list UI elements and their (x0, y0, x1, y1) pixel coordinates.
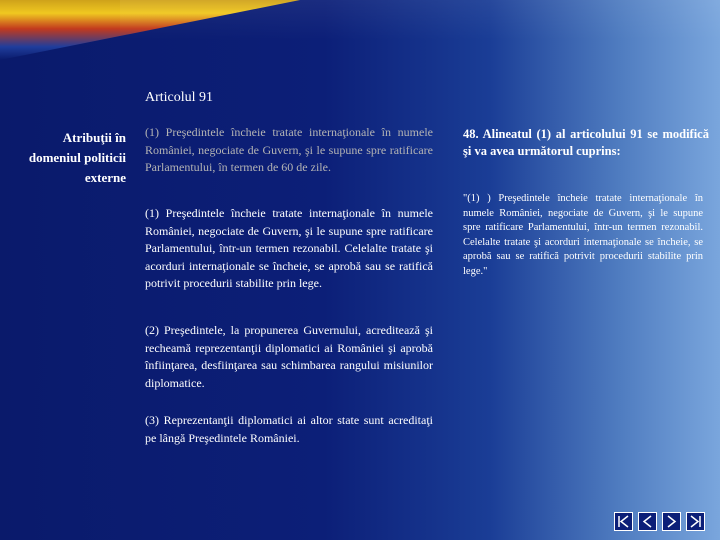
revised-paragraph-1: (1) Preşedintele încheie tratate internaţionale în numele României, negociate de Guvern, şi le supune spre ratificare Parlamentului, într-un termen rezonabil. Celelalte tratate şi acorduri internaţionale se încheie, se aprobă sau se ratifică potrivit procedurii stabilite prin lege. (145, 206, 433, 290)
next-slide-button[interactable] (662, 512, 681, 531)
last-slide-icon (688, 514, 703, 529)
paragraph-2: (2) Preşedintele, la propunerea Guvernului, acreditează şi recheamă reprezentanţii diplomatici ai României şi aprobă înfiinţarea, desfiinţarea sau schimbarea rangului misiunilor diplomatice. (145, 323, 433, 390)
amendment-text: "(1) ) Preşedintele încheie tratate internaţionale în numele României, negociate de Guvern, şi le supune spre ratificare Parlamentului, într-un termen rezonabil. Celelalte tratate şi acorduri internaţionale se încheie, se aprobă sau se ratifică potrivit procedurii stabilite prin lege." (463, 193, 703, 277)
next-slide-icon (664, 514, 679, 529)
previous-slide-button[interactable] (638, 512, 657, 531)
article-heading: Articolul 91 (145, 90, 214, 105)
original-paragraph-1: (1) Preşedintele încheie tratate internaţionale în numele României, negociate de Guvern, şi le supune spre ratificare Parlamentului, în termen de 60 de zile. (145, 125, 433, 174)
first-slide-button[interactable] (614, 512, 633, 531)
previous-slide-icon (640, 514, 655, 529)
amendment-heading: 48. Alineatul (1) al articolului 91 se modifică şi va avea următorul cuprins: (463, 127, 709, 158)
top-shine-decoration (120, 0, 720, 40)
first-slide-icon (616, 514, 631, 529)
last-slide-button[interactable] (686, 512, 705, 531)
paragraph-3: (3) Reprezentanţii diplomatici ai altor state sunt acreditaţi pe lângă Preşedintele României. (145, 413, 433, 445)
section-label: Atribuţii în domeniul politicii externe (28, 130, 126, 185)
slide-navigation (614, 512, 705, 531)
